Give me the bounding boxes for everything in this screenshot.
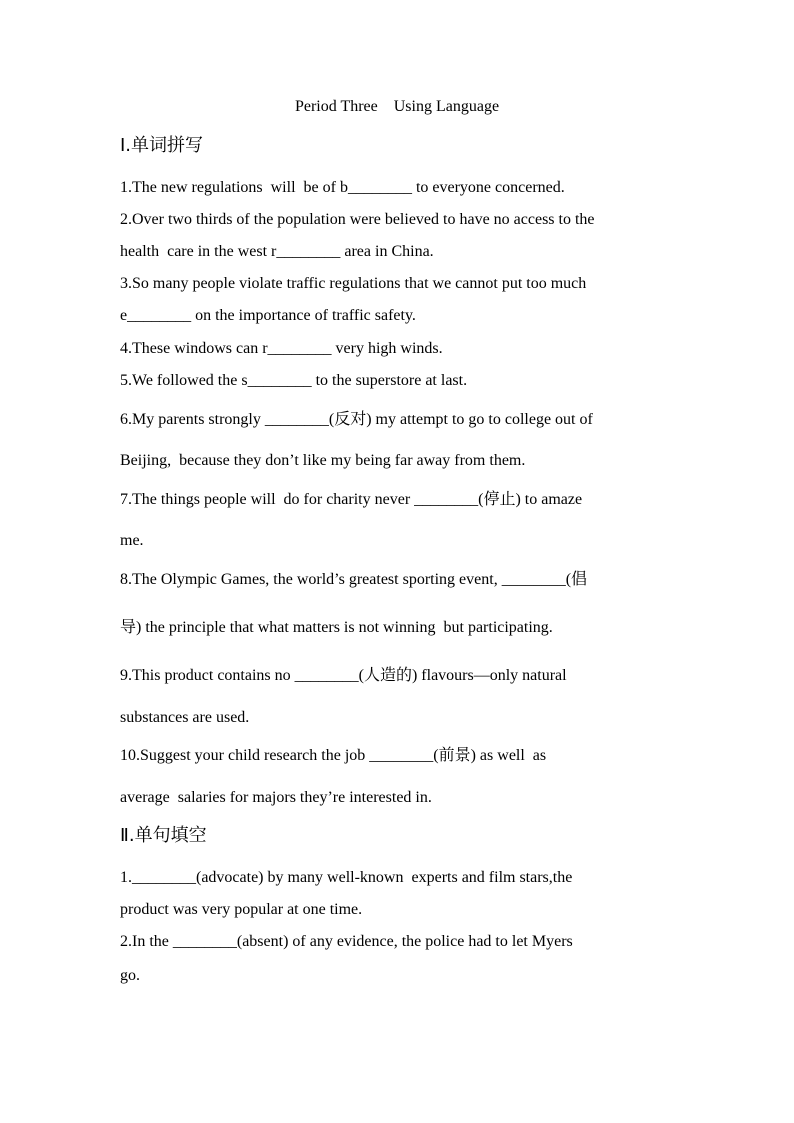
- s1-line-17: average salaries for majors they’re interested in.: [120, 789, 432, 806]
- s1-line-10: 7.The things people will do for charity never ________(停止) to amaze: [120, 491, 583, 508]
- s1-line-14: 9.This product contains no ________(人造的) flavours—only natural: [120, 667, 567, 684]
- s1-line-16: 10.Suggest your child research the job ________(前景) as well as: [120, 747, 547, 764]
- s1-line-5: e________ on the importance of traffic safety.: [120, 307, 416, 324]
- section-1-heading: Ⅰ.单词拼写: [120, 135, 204, 156]
- s1-line-11: me.: [120, 532, 144, 549]
- section-2-heading: Ⅱ.单句填空: [120, 825, 207, 846]
- s1-line-4: 3.So many people violate traffic regulations that we cannot put too much: [120, 275, 587, 292]
- s1-line-6: 4.These windows can r________ very high winds.: [120, 340, 443, 357]
- s2-line-3: 2.In the ________(absent) of any evidence, the police had to let Myers: [120, 933, 573, 950]
- s1-line-3: health care in the west r________ area in China.: [120, 243, 434, 260]
- s1-line-12: 8.The Olympic Games, the world’s greatest sporting event, ________(倡: [120, 571, 588, 588]
- s1-line-13: 导) the principle that what matters is not winning but participating.: [120, 619, 553, 636]
- s2-line-2: product was very popular at one time.: [120, 901, 363, 918]
- s1-line-7: 5.We followed the s________ to the superstore at last.: [120, 372, 468, 389]
- s2-line-1: 1.________(advocate) by many well-known experts and film stars,the: [120, 869, 573, 886]
- s1-line-8: 6.My parents strongly ________(反对) my attempt to go to college out of: [120, 411, 593, 428]
- s2-line-4: go.: [120, 967, 140, 984]
- s1-line-1: 1.The new regulations will be of b________ to everyone concerned.: [120, 179, 565, 196]
- s1-line-15: substances are used.: [120, 709, 250, 726]
- s1-line-2: 2.Over two thirds of the population were believed to have no access to the: [120, 211, 595, 228]
- page-title: Period Three Using Language: [294, 98, 500, 115]
- s1-line-9: Beijing, because they don’t like my being far away from them.: [120, 452, 526, 469]
